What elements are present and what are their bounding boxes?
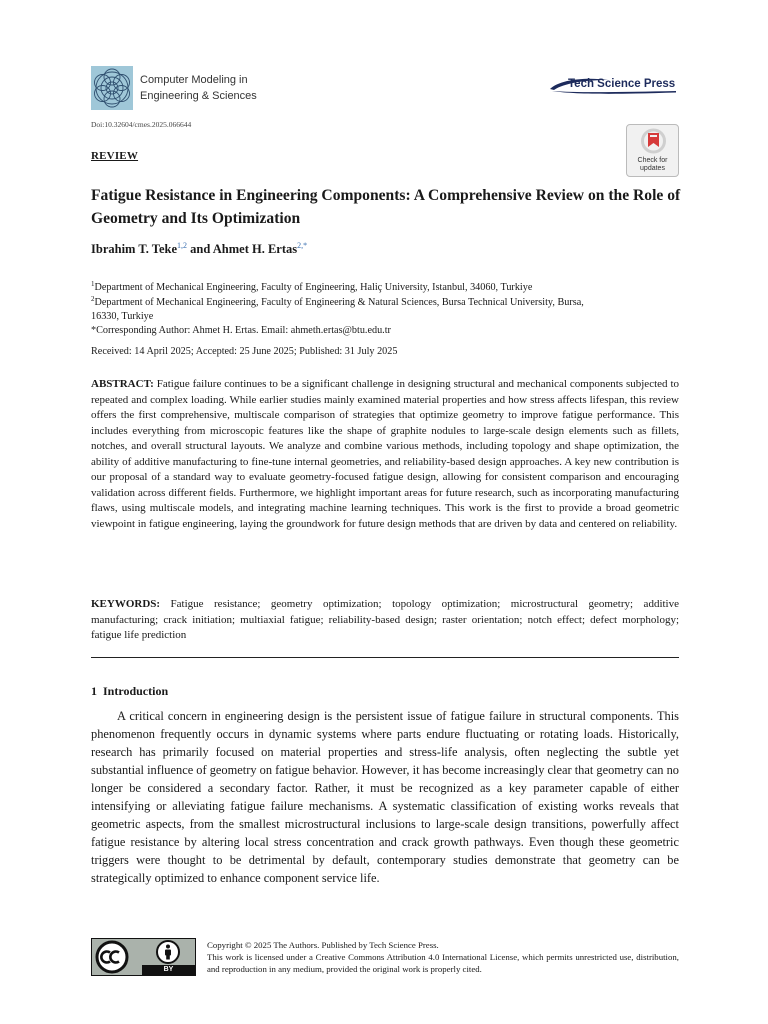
author-name: Ibrahim T. Teke	[91, 242, 178, 256]
attribution-person-icon	[154, 939, 182, 965]
section-divider	[91, 657, 679, 658]
journal-logo-icon	[91, 66, 133, 110]
check-for-updates-button[interactable]	[626, 124, 679, 177]
license-text: This work is licensed under a Creative Commons Attribution 4.0 International License, which permits unrestricted use, distribution, and reproduction in any medium, provided the original work is properly cited.	[207, 952, 679, 974]
journal-name-line1: Computer Modeling in	[140, 74, 248, 86]
abstract	[91, 377, 679, 532]
publication-dates: Received: 14 April 2025; Accepted: 25 June 2025; Published: 31 July 2025	[91, 346, 398, 357]
affiliation	[91, 292, 611, 324]
author-affiliation-link[interactable]: 1,2	[177, 241, 188, 250]
affiliation-number: 2	[91, 295, 95, 303]
copyright-line: Copyright © 2025 The Authors. Published by Tech Science Press.	[207, 940, 439, 950]
author-name: Ahmet H. Ertas	[212, 242, 298, 256]
abstract-label: ABSTRACT:	[91, 378, 154, 390]
check-updates-line2: updates	[640, 165, 665, 172]
section-title: Introduction	[103, 684, 169, 698]
affiliation-text: Department of Mechanical Engineering, Faculty of Engineering, Haliç University, Istanbul, 34060, Turkiye	[94, 282, 533, 293]
keywords-text: Fatigue resistance; geometry optimization; topology optimization; microstructural geometry; additive manufacturing; crack initiation; multiaxial fatigue; reliability-based design; raster orientation; notch effect; defect morphology; fatigue life prediction	[91, 598, 679, 641]
keywords	[91, 597, 679, 644]
keywords-label: KEYWORDS:	[91, 598, 161, 610]
corresponding-author: *Corresponding Author: Ahmet H. Ertas. Email: ahmeth.ertas@btu.edu.tr	[91, 325, 391, 336]
check-updates-line1: Check for	[637, 157, 668, 164]
intro-paragraph: A critical concern in engineering design is the persistent issue of fatigue failure in structural components. This phenomenon frequently occurs in dynamic systems where parts endure fluctuating or rotating loads. Historically, research has primarily focused on material properties and stress-life analysis, often neglecting the subtle yet substantial influence of geometry on fatigue behavior. However, it has become increasingly clear that geometry can no longer be considered a secondary factor. Rather, it must be recognized as a key parameter capable of either intensifying or alleviating fatigue failure mechanisms. A systematic classification of existing works reveals that geometric aspects, from the smallest microstructural inclusions to large-scale design transitions, powerfully affect fatigue resistance by altering local stress concentration and crack growth pathways. Even though these geometric triggers were thought to be detrimental by default, contemporary studies demonstrate that geometry can be strategically optimized to enhance component service life.	[91, 709, 679, 885]
author-conjunction: and	[190, 242, 211, 256]
article-title: Fatigue Resistance in Engineering Components: A Comprehensive Review on the Role of Geometry and Its Optimization	[91, 187, 681, 227]
license-notice	[207, 939, 679, 975]
article-type: REVIEW	[91, 150, 139, 162]
affiliation-text: Department of Mechanical Engineering, Faculty of Engineering & Natural Sciences, Bursa Technical University, Bursa, 16330, Turkiye	[91, 297, 584, 322]
publisher-name: Tech Science Press	[568, 78, 676, 90]
cc-license-badge[interactable]	[91, 938, 196, 976]
cc-by-label: BY	[142, 965, 195, 975]
check-for-updates-label	[627, 157, 678, 173]
author-affiliation-link[interactable]: 2,*	[297, 241, 308, 250]
cc-icon	[94, 939, 142, 975]
journal-name-line2: Engineering & Sciences	[140, 90, 257, 102]
section-number: 1	[91, 684, 97, 698]
affiliation-number: 1	[91, 280, 95, 288]
abstract-text: Fatigue failure continues to be a significant challenge in designing structural and mechanical components subjected to repeated and complex loading. While earlier studies mainly examined material properties and how stress affects lifespan, this review offers the first comprehensive, multiscale comparison of strategies that optimize geometry to improve fatigue performance. This includes everything from microscopic features like the shape of graphite nodules to large-scale design elements such as fillets, notches, and overall structural layouts. We analyze and combine various methods, including topology and shape optimization, the ability of additive manufacturing to fine-tune internal geometries, and reliability-based design approaches. A key new contribution is our proposal of a standard way to evaluate geometry-focused fatigue design, allowing for consistent comparison and encouraging validation across different fields. Furthermore, we highlight important areas for future research, such as incorporating manufacturing flaws, using multiscale models, and integrating machine learning techniques. This work is the first to provide a broad geometric viewpoint in fatigue engineering, laying the groundwork for future design methods that are driven by data and centered on reliability.	[91, 378, 680, 530]
section-heading	[91, 684, 168, 699]
crossmark-icon	[627, 125, 680, 157]
journal-name	[140, 72, 257, 104]
doi-link[interactable]: Doi:10.32604/cmes.2025.066644	[91, 120, 192, 129]
publisher-logo	[548, 76, 680, 98]
author-list	[91, 241, 307, 257]
